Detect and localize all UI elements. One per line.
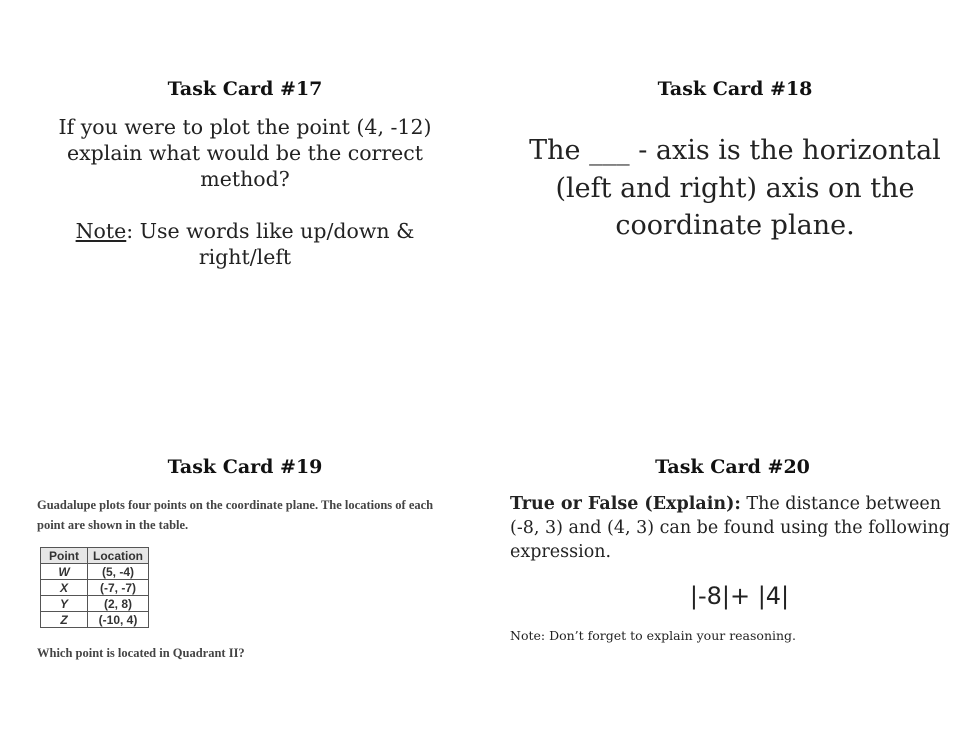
card-title: Task Card #18 bbox=[657, 78, 813, 100]
card-prompt bbox=[510, 492, 955, 564]
card-title: Task Card #19 bbox=[167, 456, 323, 478]
task-card-20 bbox=[510, 456, 955, 643]
task-card-18 bbox=[520, 78, 950, 245]
location-cell: (5, -4) bbox=[88, 564, 149, 580]
prompt-line: method? bbox=[200, 167, 290, 191]
task-card-17 bbox=[30, 78, 460, 270]
card-prompt bbox=[30, 114, 460, 270]
point-cell: W bbox=[41, 564, 88, 580]
card-title: Task Card #20 bbox=[655, 456, 810, 478]
table-row bbox=[41, 564, 149, 580]
table-row bbox=[41, 612, 149, 628]
table-header: Point bbox=[41, 548, 88, 564]
prompt-line: explain what would be the correct bbox=[66, 141, 424, 165]
prompt-line: If you were to plot the point (4, -12) bbox=[58, 115, 432, 139]
note-text: : Use words like up/down & bbox=[126, 219, 415, 243]
prompt-lead: True or False (Explain): bbox=[510, 494, 741, 514]
card-note bbox=[30, 218, 460, 270]
note-text-line2: right/left bbox=[198, 245, 292, 269]
point-cell: Y bbox=[41, 596, 88, 612]
location-cell: (-10, 4) bbox=[88, 612, 149, 628]
prompt-line: The ___ - axis is the horizontal bbox=[529, 135, 941, 166]
task-card-19 bbox=[30, 456, 460, 661]
table-row bbox=[41, 580, 149, 596]
point-cell: X bbox=[41, 580, 88, 596]
card-intro: Guadalupe plots four points on the coordinate plane. The locations of each point are shown in the table. bbox=[37, 498, 434, 532]
card-note: Note: Don’t forget to explain your reasoning. bbox=[510, 628, 797, 643]
card-title: Task Card #17 bbox=[167, 78, 323, 100]
prompt-line: coordinate plane. bbox=[615, 210, 855, 241]
card-question: Which point is located in Quadrant II? bbox=[37, 646, 245, 660]
table-header: Location bbox=[88, 548, 149, 564]
card-prompt bbox=[520, 132, 950, 245]
point-cell: Z bbox=[41, 612, 88, 628]
location-cell: (2, 8) bbox=[88, 596, 149, 612]
location-cell: (-7, -7) bbox=[88, 580, 149, 596]
prompt-line: (left and right) axis on the bbox=[555, 172, 915, 204]
prompt-text: The distance between (-8, 3) and (4, 3) can be found using the following expression. bbox=[510, 494, 951, 562]
table-row bbox=[41, 596, 149, 612]
points-table bbox=[40, 547, 149, 628]
note-label: Note bbox=[75, 219, 127, 243]
expression: |-8|+ |4| bbox=[689, 582, 790, 610]
